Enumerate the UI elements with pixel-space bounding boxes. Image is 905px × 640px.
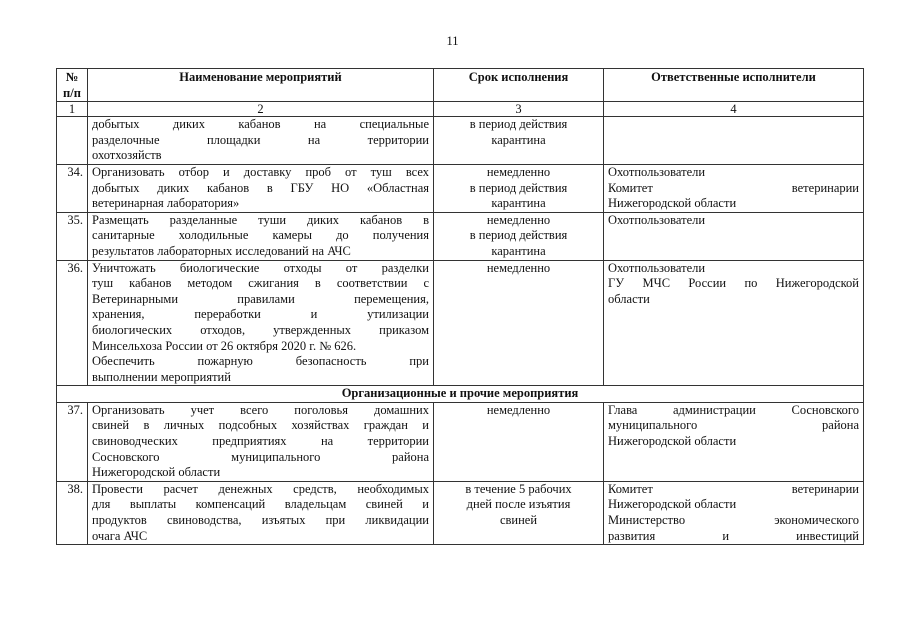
section-row [57, 386, 864, 403]
column-index: 3 [434, 102, 604, 117]
responsible-executors [604, 260, 864, 386]
responsible-executors [604, 481, 864, 544]
deadline-line: в течение 5 рабочих [465, 481, 572, 496]
measure-line: Провести расчет денежных средств, необходимых [92, 481, 429, 496]
responsible-line: Комитет ветеринарии [608, 180, 859, 195]
responsible-executors [604, 212, 864, 260]
measure-line: результатов лабораторных исследований на АЧС [92, 243, 351, 258]
table-row [57, 164, 864, 212]
deadline-line: немедленно [486, 260, 551, 275]
measure-line: Уничтожать биологические отходы от разделки [92, 260, 429, 275]
table-body-organizational [57, 402, 864, 544]
responsible-line: муниципального района [608, 418, 859, 433]
measure-line: биологических отходов, утвержденных приказом [92, 322, 429, 337]
section-title: Организационные и прочие мероприятия [57, 386, 864, 403]
deadline [434, 481, 604, 544]
measure-line: Обеспечить пожарную безопасность при [92, 354, 429, 369]
measure-line: добытых диких кабанов на специальные [92, 117, 429, 132]
responsible-executors [604, 117, 864, 165]
responsible-line: Комитет ветеринарии [608, 481, 859, 496]
row-number: 36. [57, 260, 88, 386]
measure-line: ветеринарная лаборатория» [92, 196, 240, 211]
deadline [434, 212, 604, 260]
measures-table [56, 68, 864, 545]
header-number [57, 69, 88, 102]
measure-line: туш кабанов методом сжигания в соответствии с [92, 276, 429, 291]
measure-description [88, 212, 434, 260]
column-index: 1 [57, 102, 88, 117]
measure-line: добытых диких кабанов в ГБУ НО «Областная [92, 180, 429, 195]
deadline-line: свиней [499, 513, 538, 528]
responsible-line: ГУ МЧС России по Нижегородской [608, 276, 859, 291]
responsible-line: Охотпользователи [608, 260, 706, 275]
deadline-line: дней после изъятия [466, 497, 571, 512]
column-index: 2 [88, 102, 434, 117]
row-number: 38. [57, 481, 88, 544]
responsible-line: Охотпользователи [608, 212, 706, 227]
header-deadline: Срок исполнения [434, 69, 604, 102]
deadline-line: карантина [491, 196, 546, 211]
responsible-line: развития и инвестиций [608, 528, 859, 543]
deadline [434, 117, 604, 165]
deadline [434, 260, 604, 386]
page-number: 11 [446, 34, 459, 48]
deadline-line: в период действия [469, 117, 568, 132]
measure-description [88, 481, 434, 544]
deadline [434, 164, 604, 212]
deadline-line: карантина [491, 243, 546, 258]
measure-line: разделочные площадки на территории [92, 132, 429, 147]
measure-line: охотхозяйств [92, 148, 162, 163]
deadline [434, 402, 604, 481]
measure-line: Нижегородской области [92, 465, 221, 480]
measure-line: для выплаты компенсаций владельцам свиней и [92, 497, 429, 512]
table-row [57, 117, 864, 165]
measure-line: хранения, переработки и утилизации [92, 307, 429, 322]
table-row [57, 481, 864, 544]
measure-line: Организовать учет всего поголовья домашних [92, 402, 429, 417]
responsible-line: Нижегородской области [608, 434, 737, 449]
row-number [57, 117, 88, 165]
deadline-line: карантина [491, 132, 546, 147]
measure-line: Минсельхоза России от 26 октября 2020 г. № 626. [92, 338, 357, 353]
table-row [57, 260, 864, 386]
measure-description [88, 117, 434, 165]
responsible-line: Министерство экономического [608, 513, 859, 528]
deadline-line: в период действия [469, 180, 568, 195]
responsible-line: Охотпользователи [608, 164, 706, 179]
table-header-row [57, 69, 864, 102]
column-index: 4 [604, 102, 864, 117]
row-number: 34. [57, 164, 88, 212]
deadline-line: немедленно [486, 164, 551, 179]
responsible-executors [604, 164, 864, 212]
measure-line: Размещать разделанные туши диких кабанов в [92, 212, 429, 227]
measure-description [88, 402, 434, 481]
table-row [57, 212, 864, 260]
header-number-line: п/п [63, 85, 81, 100]
table-row [57, 402, 864, 481]
deadline-line: немедленно [486, 402, 551, 417]
row-number: 37. [57, 402, 88, 481]
measure-line: выполнении мероприятий [92, 369, 231, 384]
responsible-line: Нижегородской области [608, 497, 737, 512]
header-responsible: Ответственные исполнители [604, 69, 864, 102]
table-body-main [57, 117, 864, 386]
measure-description [88, 164, 434, 212]
deadline-line: немедленно [486, 212, 551, 227]
responsible-line: Нижегородской области [608, 196, 737, 211]
header-measures: Наименование мероприятий [88, 69, 434, 102]
measure-line: Организовать отбор и доставку проб от туш всех [92, 164, 429, 179]
measure-line: свиноводческих предприятиях на территории [92, 434, 429, 449]
responsible-line: области [608, 291, 650, 306]
responsible-executors [604, 402, 864, 481]
measure-line: свиней в личных подсобных хозяйствах граждан и [92, 418, 429, 433]
measure-line: очага АЧС [92, 528, 148, 543]
deadline-line: в период действия [469, 228, 568, 243]
measure-line: санитарные холодильные камеры до получения [92, 228, 429, 243]
column-index-row [57, 102, 864, 117]
measure-line: Сосновского муниципального района [92, 449, 429, 464]
responsible-line: Глава администрации Сосновского [608, 402, 859, 417]
row-number: 35. [57, 212, 88, 260]
measure-description [88, 260, 434, 386]
header-number-line: № [65, 70, 79, 84]
measure-line: Ветеринарными правилами перемещения, [92, 291, 429, 306]
measure-line: продуктов свиноводства, изъятых при ликвидации [92, 513, 429, 528]
